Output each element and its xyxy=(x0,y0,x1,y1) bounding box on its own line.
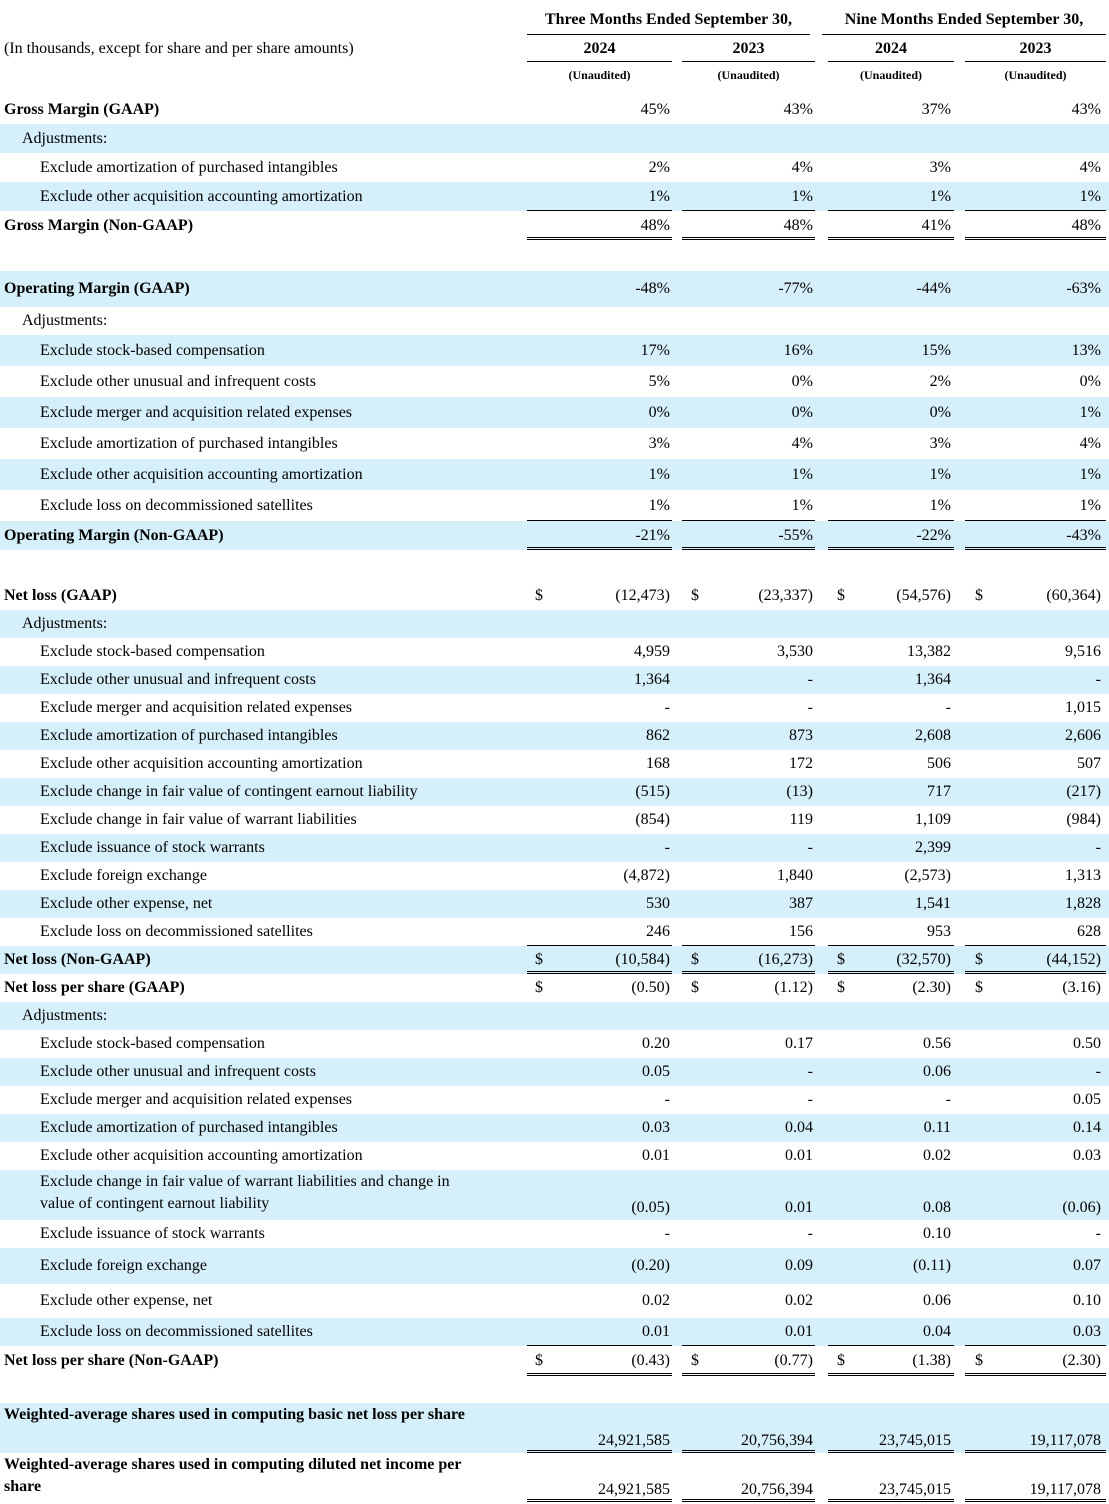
subtotal-rule xyxy=(682,210,815,211)
total-double-rule xyxy=(682,547,815,550)
cell-value: 717 xyxy=(927,783,951,800)
cell-value: - xyxy=(807,1091,813,1108)
cell-value: 3% xyxy=(648,435,670,452)
row-label: Weighted-average shares used in computing diluted net income per share xyxy=(4,1456,462,1495)
table-caption: (In thousands, except for share and per share amounts) xyxy=(4,40,354,57)
cell-value: 0.08 xyxy=(923,1199,951,1216)
dollar-sign: $ xyxy=(691,979,699,996)
table-row xyxy=(0,1030,1109,1058)
row-label: Exclude foreign exchange xyxy=(40,867,208,884)
table-row xyxy=(0,778,1109,806)
cell-value: 172 xyxy=(789,755,813,772)
cell-value: 119 xyxy=(789,811,813,828)
cell-value: 0.01 xyxy=(785,1199,813,1216)
cell-value: 0.01 xyxy=(642,1147,670,1164)
cell-value: 506 xyxy=(927,755,951,772)
cell-value: (1.38) xyxy=(912,1352,951,1369)
dollar-sign: $ xyxy=(535,587,543,604)
table-row xyxy=(0,397,1109,428)
cell-value: (23,337) xyxy=(758,587,813,604)
cell-value: (0.05) xyxy=(631,1199,670,1216)
cell-value: (0.06) xyxy=(1062,1199,1101,1216)
cell-value: 3% xyxy=(929,159,951,176)
total-double-rule xyxy=(527,1499,672,1502)
total-double-rule xyxy=(682,1499,815,1502)
cell-value: 1,541 xyxy=(915,895,951,912)
cell-value: (1.12) xyxy=(774,979,813,996)
table-row xyxy=(0,1346,1109,1376)
cell-value: - xyxy=(807,1225,813,1242)
cell-value: 13% xyxy=(1071,342,1101,359)
cell-value: 507 xyxy=(1077,755,1101,772)
table-row xyxy=(0,722,1109,750)
dollar-sign: $ xyxy=(535,951,543,968)
cell-value: -21% xyxy=(635,527,670,544)
cell-value: - xyxy=(664,839,670,856)
row-label: Adjustments: xyxy=(22,615,108,632)
dollar-sign: $ xyxy=(837,1352,845,1369)
row-label: Exclude merger and acquisition related expenses xyxy=(40,699,353,716)
cell-value: 2% xyxy=(648,159,670,176)
cell-value: 1% xyxy=(791,188,813,205)
total-double-rule xyxy=(828,237,954,240)
cell-value: 0.03 xyxy=(1073,1323,1101,1340)
cell-value: 20,756,394 xyxy=(741,1481,813,1498)
dollar-sign: $ xyxy=(691,587,699,604)
total-double-rule xyxy=(828,1499,954,1502)
cell-value: (4,872) xyxy=(623,867,670,884)
cell-value: 1,364 xyxy=(915,671,951,688)
table-row xyxy=(0,1114,1109,1142)
row-label: Exclude other expense, net xyxy=(40,895,213,912)
year-underline xyxy=(527,61,672,62)
table-row xyxy=(0,974,1109,1002)
cell-value: -55% xyxy=(778,527,813,544)
unaudited-label: (Unaudited) xyxy=(859,68,922,82)
cell-value: 1% xyxy=(1079,466,1101,483)
table-row xyxy=(0,1086,1109,1114)
table-row xyxy=(0,459,1109,490)
table-row xyxy=(0,1284,1109,1318)
table-row xyxy=(0,638,1109,666)
row-label: Exclude other acquisition accounting amortization xyxy=(40,755,363,772)
cell-value: 4% xyxy=(1079,159,1101,176)
dollar-sign: $ xyxy=(975,1352,983,1369)
cell-value: (2.30) xyxy=(912,979,951,996)
table-row xyxy=(0,271,1109,307)
cell-value: 0.10 xyxy=(1073,1292,1101,1309)
cell-value: 1% xyxy=(1079,188,1101,205)
row-label: Adjustments: xyxy=(22,1007,108,1024)
table-row xyxy=(0,335,1109,366)
cell-value: 1% xyxy=(791,466,813,483)
cell-value: 1,840 xyxy=(777,867,813,884)
cell-value: (0.77) xyxy=(774,1352,813,1369)
row-label: Exclude amortization of purchased intangibles xyxy=(40,435,338,452)
cell-value: 0.11 xyxy=(923,1119,951,1136)
cell-value: 41% xyxy=(921,217,951,234)
table-row xyxy=(0,1220,1109,1248)
cell-value: (13) xyxy=(786,783,813,800)
table-row xyxy=(0,918,1109,946)
table-row xyxy=(0,366,1109,397)
cell-value: 4,959 xyxy=(634,643,670,660)
row-label: Exclude loss on decommissioned satellites xyxy=(40,497,313,514)
cell-value: 4% xyxy=(791,435,813,452)
dollar-sign: $ xyxy=(691,951,699,968)
row-label: Exclude stock-based compensation xyxy=(40,643,265,660)
total-double-rule xyxy=(828,547,954,550)
table-row xyxy=(0,610,1109,638)
row-label: Operating Margin (GAAP) xyxy=(4,280,190,297)
cell-value: 43% xyxy=(1071,101,1101,118)
cell-value: 1,828 xyxy=(1065,895,1101,912)
total-double-rule xyxy=(965,237,1106,240)
table-row xyxy=(0,96,1109,124)
cell-value: - xyxy=(807,671,813,688)
row-label: Exclude amortization of purchased intangibles xyxy=(40,159,338,176)
cell-value: -63% xyxy=(1066,280,1101,297)
dollar-sign: $ xyxy=(975,587,983,604)
cell-value: 20,756,394 xyxy=(741,1432,813,1449)
cell-value: - xyxy=(1095,671,1101,688)
cell-value: 0.10 xyxy=(923,1225,951,1242)
row-label: Exclude other acquisition accounting amortization xyxy=(40,466,363,483)
row-label: Exclude merger and acquisition related expenses xyxy=(40,404,353,421)
row-label: Net loss per share (GAAP) xyxy=(4,979,185,996)
cell-value: (515) xyxy=(635,783,670,800)
table-row xyxy=(0,1170,1109,1220)
subtotal-rule xyxy=(527,210,672,211)
cell-value: 0.06 xyxy=(923,1292,951,1309)
table-row xyxy=(0,1142,1109,1170)
row-label: Exclude loss on decommissioned satellites xyxy=(40,1323,313,1340)
cell-value: - xyxy=(664,1225,670,1242)
unaudited-label: (Unaudited) xyxy=(717,68,780,82)
cell-value: 9,516 xyxy=(1065,643,1101,660)
cell-value: 530 xyxy=(646,895,670,912)
cell-value: 0.09 xyxy=(785,1257,813,1274)
cell-value: 862 xyxy=(646,727,670,744)
row-label: Exclude other acquisition accounting amortization xyxy=(40,188,363,205)
table-row xyxy=(0,582,1109,610)
cell-value: 0.01 xyxy=(785,1147,813,1164)
table-row xyxy=(0,750,1109,778)
row-label: Exclude other unusual and infrequent costs xyxy=(40,373,316,390)
total-double-rule xyxy=(527,237,672,240)
cell-value: 156 xyxy=(789,923,813,940)
row-label: Gross Margin (Non-GAAP) xyxy=(4,217,194,234)
cell-value: 0.02 xyxy=(923,1147,951,1164)
year-underline xyxy=(682,61,815,62)
cell-value: 1,364 xyxy=(634,671,670,688)
cell-value: 16% xyxy=(783,342,813,359)
table-row xyxy=(0,890,1109,918)
cell-value: (2.30) xyxy=(1062,1352,1101,1369)
cell-value: 246 xyxy=(646,923,670,940)
year-header-n-2023: 2023 xyxy=(1019,40,1052,57)
total-double-rule xyxy=(965,1373,1106,1376)
cell-value: (2,573) xyxy=(904,867,951,884)
cell-value: 2,399 xyxy=(915,839,951,856)
cell-value: 0.56 xyxy=(923,1035,951,1052)
table-row xyxy=(0,806,1109,834)
dollar-sign: $ xyxy=(975,951,983,968)
cell-value: 0.02 xyxy=(642,1292,670,1309)
cell-value: 0% xyxy=(929,404,951,421)
cell-value: 2,608 xyxy=(915,727,951,744)
group-underline-three-months xyxy=(527,34,810,35)
dollar-sign: $ xyxy=(975,979,983,996)
table-row xyxy=(0,428,1109,459)
cell-value: 48% xyxy=(783,217,813,234)
row-label: Gross Margin (GAAP) xyxy=(4,101,160,118)
table-row xyxy=(0,666,1109,694)
row-label: Exclude other acquisition accounting amortization xyxy=(40,1147,363,1164)
cell-value: - xyxy=(664,1091,670,1108)
row-label: Exclude change in fair value of warrant liabilities xyxy=(40,811,357,828)
cell-value: 1,015 xyxy=(1065,699,1101,716)
cell-value: -44% xyxy=(916,280,951,297)
cell-value: 0.02 xyxy=(785,1292,813,1309)
cell-value: (60,364) xyxy=(1046,587,1101,604)
cell-value: 5% xyxy=(648,373,670,390)
subtotal-rule xyxy=(828,210,954,211)
cell-value: 0% xyxy=(1079,373,1101,390)
cell-value: - xyxy=(945,1091,951,1108)
row-label: Exclude merger and acquisition related expenses xyxy=(40,1091,353,1108)
row-label: Net loss per share (Non-GAAP) xyxy=(4,1352,219,1369)
row-label: Exclude other unusual and infrequent costs xyxy=(40,1063,316,1080)
cell-value: 3,530 xyxy=(777,643,813,660)
cell-value: 3% xyxy=(929,435,951,452)
group-header-nine-months: Nine Months Ended September 30, xyxy=(844,11,1084,28)
table-row xyxy=(0,1058,1109,1086)
table-row xyxy=(0,490,1109,521)
cell-value: -43% xyxy=(1066,527,1101,544)
cell-value: - xyxy=(945,699,951,716)
cell-value: 0.07 xyxy=(1073,1257,1101,1274)
row-label: Exclude issuance of stock warrants xyxy=(40,839,265,856)
cell-value: 24,921,585 xyxy=(598,1481,670,1498)
total-double-rule xyxy=(965,1499,1106,1502)
row-label: Weighted-average shares used in computing basic net loss per share xyxy=(4,1406,465,1423)
cell-value: (32,570) xyxy=(896,951,951,968)
cell-value: -22% xyxy=(916,527,951,544)
row-label: Exclude change in fair value of warrant liabilities and change in value of contingent earnout liability xyxy=(40,1173,450,1212)
table-row xyxy=(0,694,1109,722)
year-underline xyxy=(828,61,954,62)
cell-value: 0.05 xyxy=(642,1063,670,1080)
cell-value: 1% xyxy=(1079,404,1101,421)
cell-value: 1% xyxy=(648,497,670,514)
dollar-sign: $ xyxy=(837,951,845,968)
dollar-sign: $ xyxy=(691,1352,699,1369)
table-row xyxy=(0,1248,1109,1284)
cell-value: 1,109 xyxy=(915,811,951,828)
total-double-rule xyxy=(965,547,1106,550)
cell-value: - xyxy=(807,1063,813,1080)
row-label: Exclude amortization of purchased intangibles xyxy=(40,1119,338,1136)
table-row xyxy=(0,862,1109,890)
cell-value: (3.16) xyxy=(1062,979,1101,996)
year-underline xyxy=(965,61,1106,62)
year-header-q-2023: 2023 xyxy=(732,40,765,57)
cell-value: (12,473) xyxy=(615,587,670,604)
dollar-sign: $ xyxy=(535,1352,543,1369)
cell-value: 48% xyxy=(1071,217,1101,234)
cell-value: 17% xyxy=(640,342,670,359)
cell-value: 4% xyxy=(1079,435,1101,452)
total-double-rule xyxy=(682,237,815,240)
table-row xyxy=(0,834,1109,862)
row-label: Adjustments: xyxy=(22,312,108,329)
cell-value: 0% xyxy=(791,373,813,390)
cell-value: 0% xyxy=(791,404,813,421)
cell-value: (217) xyxy=(1066,783,1101,800)
cell-value: (0.50) xyxy=(631,979,670,996)
cell-value: 43% xyxy=(783,101,813,118)
cell-value: 23,745,015 xyxy=(879,1481,951,1498)
cell-value: 1,313 xyxy=(1065,867,1101,884)
cell-value: 24,921,585 xyxy=(598,1432,670,1449)
row-label: Exclude other expense, net xyxy=(40,1292,213,1309)
group-header-three-months: Three Months Ended September 30, xyxy=(545,11,792,28)
cell-value: 873 xyxy=(789,727,813,744)
row-label: Exclude amortization of purchased intangibles xyxy=(40,727,338,744)
group-underline-nine-months xyxy=(822,34,1106,35)
cell-value: 1% xyxy=(929,497,951,514)
cell-value: - xyxy=(1095,1225,1101,1242)
cell-value: 2% xyxy=(929,373,951,390)
cell-value: 1% xyxy=(791,497,813,514)
cell-value: 45% xyxy=(640,101,670,118)
dollar-sign: $ xyxy=(837,587,845,604)
cell-value: - xyxy=(807,839,813,856)
row-label: Exclude loss on decommissioned satellites xyxy=(40,923,313,940)
row-label: Exclude stock-based compensation xyxy=(40,1035,265,1052)
row-label: Exclude issuance of stock warrants xyxy=(40,1225,265,1242)
table-row xyxy=(0,946,1109,974)
cell-value: 0.03 xyxy=(1073,1147,1101,1164)
cell-value: 0.03 xyxy=(642,1119,670,1136)
cell-value: 0.06 xyxy=(923,1063,951,1080)
cell-value: - xyxy=(664,699,670,716)
cell-value: 0.50 xyxy=(1073,1035,1101,1052)
row-label: Net loss (GAAP) xyxy=(4,587,117,604)
cell-value: 628 xyxy=(1077,923,1101,940)
cell-value: -77% xyxy=(778,280,813,297)
year-header-q-2024: 2024 xyxy=(583,40,616,57)
cell-value: (984) xyxy=(1066,811,1101,828)
cell-value: 953 xyxy=(927,923,951,940)
table-row xyxy=(0,124,1109,153)
cell-value: 4% xyxy=(791,159,813,176)
total-double-rule xyxy=(828,1373,954,1376)
unaudited-label: (Unaudited) xyxy=(1004,68,1067,82)
cell-value: 48% xyxy=(640,217,670,234)
cell-value: 2,606 xyxy=(1065,727,1101,744)
total-double-rule xyxy=(527,1373,672,1376)
table-row xyxy=(0,182,1109,211)
cell-value: (0.20) xyxy=(631,1257,670,1274)
year-header-n-2024: 2024 xyxy=(875,40,907,57)
table-row xyxy=(0,1318,1109,1346)
cell-value: 0.05 xyxy=(1073,1091,1101,1108)
cell-value: 0.17 xyxy=(785,1035,813,1052)
cell-value: 13,382 xyxy=(907,643,951,660)
cell-value: (54,576) xyxy=(896,587,951,604)
table-row xyxy=(0,153,1109,182)
table-row xyxy=(0,212,1109,240)
cell-value: 0.04 xyxy=(923,1323,951,1340)
cell-value: - xyxy=(807,699,813,716)
cell-value: 0.20 xyxy=(642,1035,670,1052)
cell-value: 0.04 xyxy=(785,1119,813,1136)
subtotal-rule xyxy=(965,210,1106,211)
dollar-sign: $ xyxy=(837,979,845,996)
cell-value: 387 xyxy=(789,895,813,912)
dollar-sign: $ xyxy=(535,979,543,996)
cell-value: 0.14 xyxy=(1073,1119,1101,1136)
cell-value: 37% xyxy=(921,101,951,118)
table-row xyxy=(0,1002,1109,1030)
cell-value: 1% xyxy=(929,188,951,205)
row-label: Exclude stock-based compensation xyxy=(40,342,265,359)
cell-value: 19,117,078 xyxy=(1029,1481,1101,1498)
table-row xyxy=(0,1453,1109,1502)
row-label: Exclude other unusual and infrequent costs xyxy=(40,671,316,688)
table-row xyxy=(0,1403,1109,1453)
cell-value: (44,152) xyxy=(1046,951,1101,968)
cell-value: 19,117,078 xyxy=(1029,1432,1101,1449)
cell-value: 0.01 xyxy=(642,1323,670,1340)
cell-value: - xyxy=(1095,839,1101,856)
cell-value: - xyxy=(1095,1063,1101,1080)
cell-value: 1% xyxy=(929,466,951,483)
row-label: Adjustments: xyxy=(22,130,108,147)
cell-value: 0.01 xyxy=(785,1323,813,1340)
cell-value: 0% xyxy=(648,404,670,421)
cell-value: 1% xyxy=(648,466,670,483)
row-label: Net loss (Non-GAAP) xyxy=(4,951,151,968)
cell-value: (16,273) xyxy=(758,951,813,968)
cell-value: (854) xyxy=(635,811,670,828)
cell-value: (0.11) xyxy=(912,1257,951,1274)
cell-value: (10,584) xyxy=(615,951,670,968)
cell-value: 1% xyxy=(1079,497,1101,514)
cell-value: 23,745,015 xyxy=(879,1432,951,1449)
table-row xyxy=(0,307,1109,335)
total-double-rule xyxy=(682,1373,815,1376)
row-label: Exclude change in fair value of contingent earnout liability xyxy=(40,783,418,800)
total-double-rule xyxy=(527,547,672,550)
cell-value: 15% xyxy=(921,342,951,359)
cell-value: (0.43) xyxy=(631,1352,670,1369)
unaudited-label: (Unaudited) xyxy=(568,68,631,82)
cell-value: -48% xyxy=(635,280,670,297)
row-label: Operating Margin (Non-GAAP) xyxy=(4,527,224,544)
table-row xyxy=(0,521,1109,550)
cell-value: 1% xyxy=(648,188,670,205)
cell-value: 168 xyxy=(646,755,670,772)
row-label: Exclude foreign exchange xyxy=(40,1257,208,1274)
